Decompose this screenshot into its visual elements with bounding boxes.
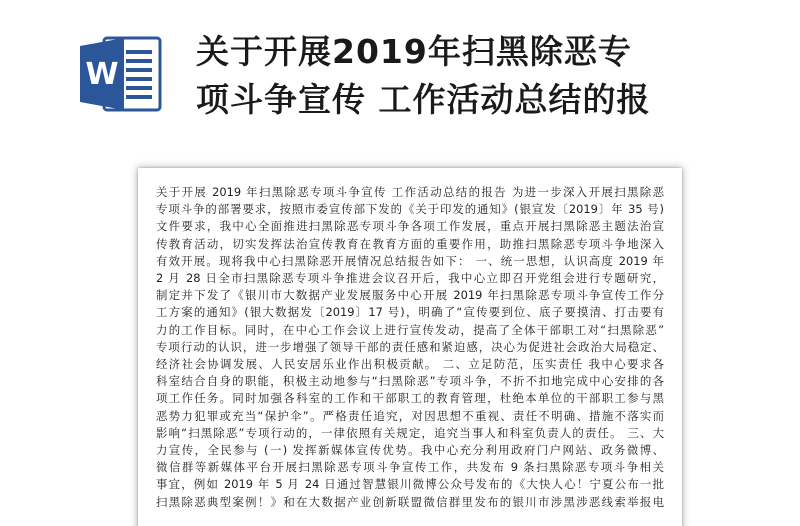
page-title-line-2: 项斗争宣传 工作活动总结的报 [196,80,651,119]
document-line: 项工作任务。同时加强各科室的工作和干部职工的教育管理，杜绝本单位的干部职工参与黑 [156,391,664,406]
document-line: 有效开展。现将我中心扫黑除恶开展情况总结报告如下： 一、统一思想，认识高度 2019 年 [156,253,664,268]
document-line: 事宜，例如 2019 年 5 月 24 日通过智慧银川微博公众号发布的《大快人心！宁夏公布一批 [156,477,664,492]
document-line: 微信群等新媒体平台开展扫黑除恶专项斗争宣传工作，共发布 9 条扫黑除恶专项斗争相关 [156,460,664,475]
word-icon-letter: W [85,57,119,92]
document-line: 专项行动的认识，进一步增强了领导干部的责任感和紧迫感，决心为促进社会政治大局稳定、 [156,339,664,354]
document-line: 科室结合自身的职能，积极主动地参与“扫黑除恶”专项斗争，不折不扣地完成中心安排的各 [156,374,664,389]
page-title-line-1: 关于开展2019年扫黑除恶专 [196,32,632,71]
document-line: 影响“扫黑除恶”专项行动的，一律依照有关规定，追究当事人和科室负责人的责任。 三、大 [156,425,664,440]
page-title [196,28,716,124]
document-line: 文件要求，我中心全面推进扫黑除恶专项斗争各项工作发展，重点开展扫黑除恶主题法治宣 [156,219,664,234]
document-line: 关于开展 2019 年扫黑除恶专项斗争宣传 工作活动总结的报告 为进一步深入开展扫黑除恶 [156,185,664,199]
document-line: 制定并下发了《银川市大数据产业发展服务中心开展 2019 年扫黑除恶专项斗争宣传工作分 [156,288,664,303]
document-line: 经济社会协调发展、人民安居乐业作出积极贡献。 二、立足防范，压实责任 我中心要求各 [156,357,664,372]
document-line: 力宣传，全民参与 (一) 发挥新媒体宣传优势。我中心充分利用政府门户网站、政务微博、 [156,443,664,458]
document-line: 传教育活动，切实发挥法治宣传教育在教育方面的重要作用，助推扫黑除恶专项斗争地深入 [156,236,664,251]
document-line: 恶势力犯罪或充当“保护伞”。严格责任追究，对因思想不重视、责任不明确、措施不落实而 [156,408,664,423]
document-body [156,184,664,511]
document-line: 力的工作目标。同时，在中心工作会议上进行宣传发动，提高了全体干部职工对“扫黑除恶” [156,322,664,337]
document-line: 扫黑除恶典型案例！》和在大数据产业创新联盟微信群里发布的银川市涉黑涉恶线索举报电 [156,494,664,509]
word-doc-icon-graphic [78,34,164,114]
document-preview [138,168,682,526]
word-doc-icon [78,34,164,114]
document-line: 工方案的通知》(银大数据发〔2019〕17 号)，明确了“宣传要到位、底子要摸清、打击要有 [156,305,664,320]
document-line: 专项斗争的部署要求，按照市委宣传部下发的《关于印发的通知》(银宣发〔2019〕年 35 号) [156,202,664,217]
document-line: 2 月 28 日全市扫黑除恶专项斗争推进会议召开后，我中心立即召开党组会进行专题研究， [156,271,664,286]
